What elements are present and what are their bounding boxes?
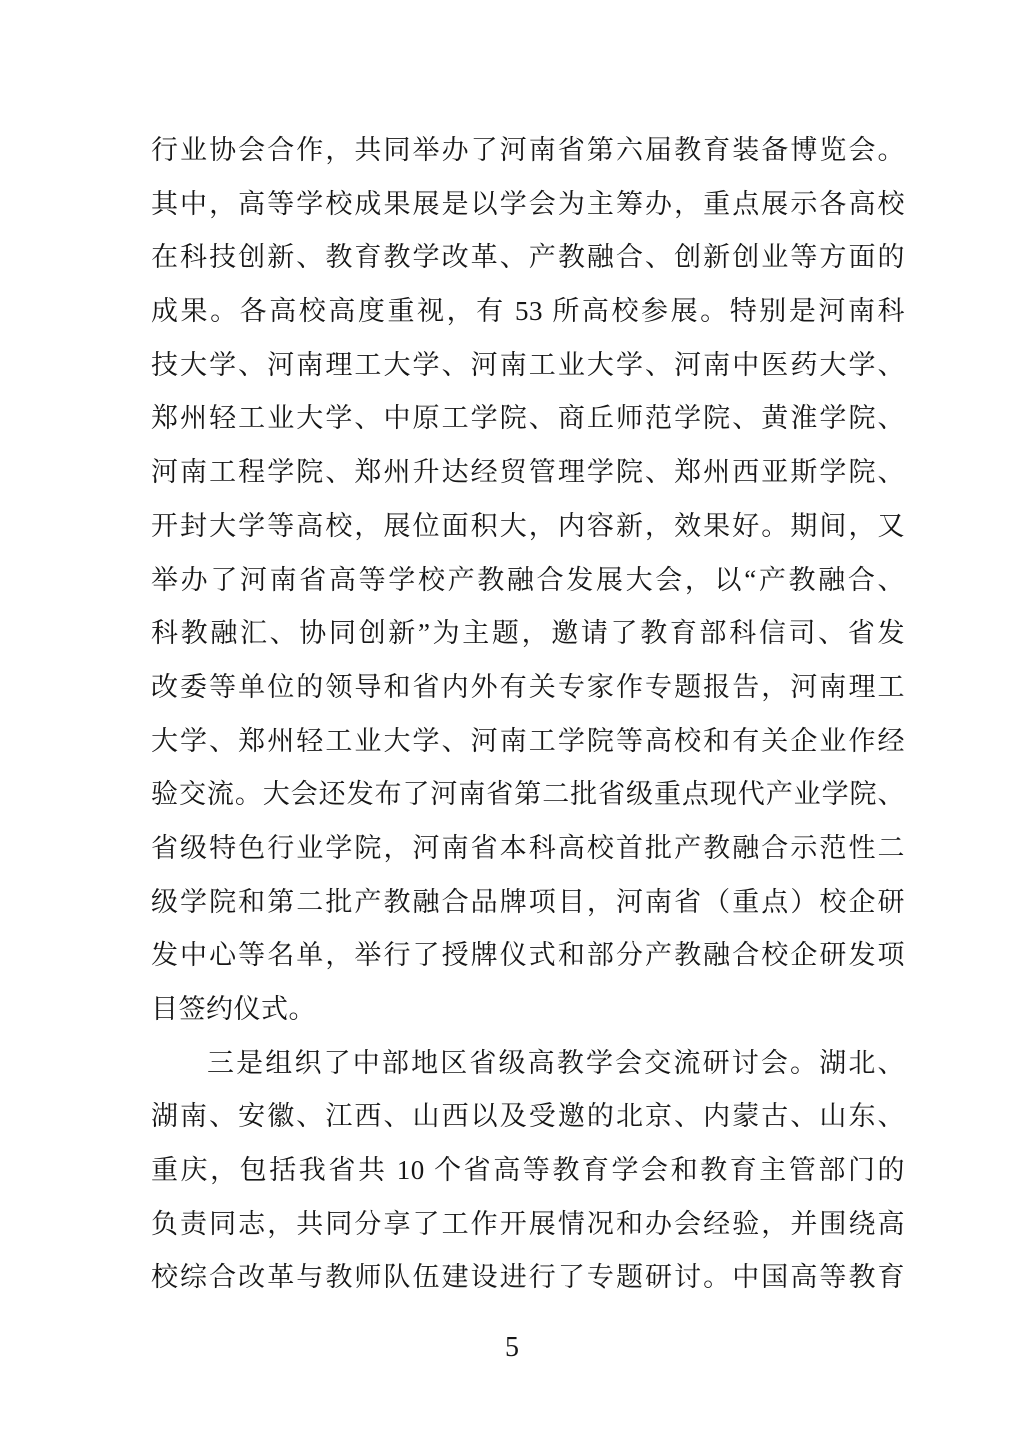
text-line: 发中心等名单，举行了授牌仪式和部分产教融合校企研发项 bbox=[151, 940, 905, 971]
text-line: 省级特色行业学院，河南省本科高校首批产教融合示范性二 bbox=[151, 832, 905, 863]
page-number: 5 bbox=[505, 1332, 519, 1363]
text-line: 改委等单位的领导和省内外有关专家作专题报告，河南理工 bbox=[151, 671, 905, 702]
text-line: 郑州轻工业大学、中原工学院、商丘师范学院、黄淮学院、 bbox=[151, 403, 905, 434]
text-line: 在科技创新、教育教学改革、产教融合、创新创业等方面的 bbox=[151, 242, 905, 273]
text-line: 负责同志，共同分享了工作开展情况和办会经验，并围绕高 bbox=[151, 1208, 905, 1239]
text-line: 湖南、安徽、江西、山西以及受邀的北京、内蒙古、山东、 bbox=[151, 1101, 905, 1132]
text-line: 举办了河南省高等学校产教融合发展大会，以“产教融合、 bbox=[151, 564, 905, 595]
text-line: 大学、郑州轻工业大学、河南工学院等高校和有关企业作经 bbox=[151, 725, 905, 756]
text-line: 技大学、河南理工大学、河南工业大学、河南中医药大学、 bbox=[151, 349, 905, 380]
text-line: 目签约仪式。 bbox=[151, 994, 316, 1024]
text-line: 成果。各高校高度重视，有 53 所高校参展。特别是河南科 bbox=[151, 296, 905, 327]
text-line: 其中，高等学校成果展是以学会为主筹办，重点展示各高校 bbox=[151, 188, 905, 219]
text-line: 校综合改革与教师队伍建设进行了专题研讨。中国高等教育 bbox=[151, 1262, 905, 1293]
text-line: 级学院和第二批产教融合品牌项目，河南省（重点）校企研 bbox=[151, 886, 905, 917]
text-line: 重庆，包括我省共 10 个省高等教育学会和教育主管部门的 bbox=[151, 1155, 905, 1186]
text-line: 三是组织了中部地区省级高教学会交流研讨会。湖北、 bbox=[207, 1047, 905, 1078]
document-body bbox=[151, 124, 905, 1305]
text-line: 河南工程学院、郑州升达经贸管理学院、郑州西亚斯学院、 bbox=[151, 457, 905, 488]
text-line: 开封大学等高校，展位面积大，内容新，效果好。期间，又 bbox=[151, 510, 905, 541]
text-line: 科教融汇、协同创新”为主题，邀请了教育部科信司、省发 bbox=[151, 618, 905, 649]
text-line: 行业协会合作，共同举办了河南省第六届教育装备博览会。 bbox=[151, 135, 905, 165]
text-line: 验交流。大会还发布了河南省第二批省级重点现代产业学院、 bbox=[151, 779, 905, 810]
